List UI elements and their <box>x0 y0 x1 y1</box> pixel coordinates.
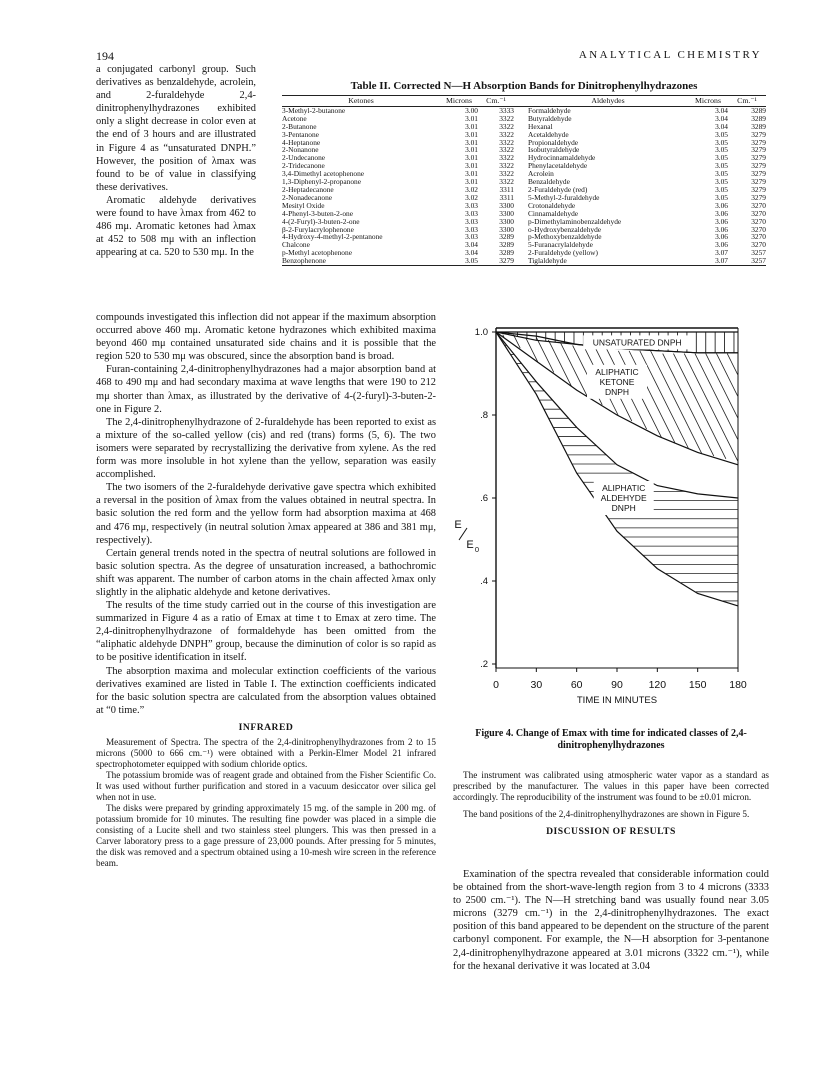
table-cell-aldehyde: Acrolein <box>528 169 554 179</box>
table-cell-cm: 3300 <box>499 224 514 234</box>
col-header-microns: Microns <box>440 96 478 107</box>
table-cell-ketone: 3,4-Dimethyl acetophenone <box>282 169 365 179</box>
table-cell-aldehyde: Hydrocinnamaldehyde <box>528 153 596 163</box>
table-cell-aldehyde: Isobutyraldehyde <box>528 145 580 155</box>
table-cell-microns: 3.05 <box>715 145 728 155</box>
table-cell-microns: 3.05 <box>715 184 728 194</box>
table-cell-aldehyde: o-Hydroxybenzaldehyde <box>528 224 602 234</box>
hatch-line <box>695 354 738 440</box>
table-cell-ketone: 4-Heptanone <box>282 137 321 147</box>
chart-svg <box>454 316 768 728</box>
x-tick-label: 150 <box>688 679 707 691</box>
table-cell-microns: 3.02 <box>465 184 478 194</box>
table-cell-ketone: Chalcone <box>282 240 310 250</box>
col-header-cm: Cm.⁻¹ <box>478 96 514 107</box>
y-tick-label: .8 <box>480 410 488 421</box>
paragraph: a conjugated carbonyl group. Such derivatives as benzaldehyde, acrolein, and 2-furaldehyde 2,4-dinitrophenylhydrazones exhibited only a slight decrease in color even at the end of 3 hours and are illustrated in Figure 4 as “unsaturated DNPH.” However, the position of λmax was found to be of value in classifying these derivatives. <box>96 64 256 193</box>
hatch-line <box>716 354 738 397</box>
col-header-aldehydes: Aldehydes <box>528 96 688 107</box>
table-cell-cm: 3279 <box>751 129 766 139</box>
table-cell-cm: 3322 <box>499 169 514 179</box>
table-cell-microns: 3.05 <box>715 169 728 179</box>
table-cell-microns: 3.04 <box>465 240 478 250</box>
table-cell-ketone: 2-Tridecanone <box>282 161 325 171</box>
col-header-microns: Microns <box>688 96 728 107</box>
table-cell-ketone: Acetone <box>282 113 307 123</box>
table-cell-cm: 3322 <box>499 113 514 123</box>
table-cell-cm: 3311 <box>499 184 514 194</box>
paragraph: Certain general trends noted in the spectra of neutral solutions are followed in basic solution spectra. As the degree of unsaturation increased, a bathochromic shift was apparent. The number of carbon atoms in the chain affected λmax only slightly in the aliphatic aldehyde and ketone derivatives. <box>96 547 436 598</box>
discussion-text <box>453 868 769 973</box>
table-cell-ketone: 3-Pentanone <box>282 129 319 139</box>
table-cell-microns: 3.05 <box>715 137 728 147</box>
table-cell-aldehyde: Propionaldehyde <box>528 137 579 147</box>
x-axis-label: TIME IN MINUTES <box>576 695 658 706</box>
table-cell-aldehyde: Crotonaldehyde <box>528 200 576 210</box>
table-cell-microns: 3.06 <box>715 200 728 210</box>
right-column-bottom <box>453 770 769 840</box>
table-cell-aldehyde: Butyraldehyde <box>528 113 572 123</box>
table-cell-microns: 3.01 <box>465 177 478 187</box>
table-cell-ketone: 2-Nonadecanone <box>282 192 333 202</box>
table-cell-ketone: β-2-Furylacrylophenone <box>282 224 354 234</box>
table-cell-cm: 3300 <box>499 216 514 226</box>
table-cell-microns: 3.05 <box>715 153 728 163</box>
table-cell-microns: 3.06 <box>715 224 728 234</box>
table-cell-aldehyde: p-Methoxybenzaldehyde <box>528 232 602 242</box>
table-cell-microns: 3.05 <box>715 161 728 171</box>
table-cell-aldehyde: Acetaldehyde <box>528 129 569 139</box>
series-label: DNPH <box>604 386 630 397</box>
x-tick-label: 30 <box>530 679 543 691</box>
table-cell-aldehyde: Hexanal <box>528 121 553 131</box>
section-heading-discussion: DISCUSSION OF RESULTS <box>546 826 676 837</box>
table-cell-ketone: 4-Hydroxy-4-methyl-2-pentanone <box>282 232 383 242</box>
table-cell-aldehyde: 2-Furaldehyde (yellow) <box>528 248 598 258</box>
hatch-line <box>684 354 738 462</box>
paragraph: The potassium bromide was of reagent grade and obtained from the Fisher Scientific Co. It was used without further purification and stored in a vacuum desiccator over silica gel when not in use. <box>96 770 436 802</box>
series-label: ALIPHATIC <box>595 366 639 377</box>
table-cell-microns: 3.06 <box>715 216 728 226</box>
paragraph: Measurement of Spectra. The spectra of the 2,4-dinitrophenylhydrazones from 2 to 15 microns (5000 to 666 cm.⁻¹) were obtained with a Perkin-Elmer Model 21 infrared spectrophotometer equipped with sodium chloride optics. <box>96 737 436 769</box>
paragraph: Examination of the spectra revealed that considerable information could be obtained from the short-wave-length region from 3 to 4 microns (3333 to 2500 cm.⁻¹). The N—H stretching band was usually found near 3.05 microns (3279 cm.⁻¹) in the 2,4-dinitrophenylhydrazones. The exact position of this band appeared to be dependent on the structure of the parent carbonyl component. For example, the N—H absorption for 3-pentanone 2,4-dinitrophenylhydrazone appeared at 3.01 microns (3322 cm.⁻¹), while for the hexanal derivative it was located at 3.04 <box>453 869 769 972</box>
table-cell-ketone: Mesityl Oxide <box>282 200 325 210</box>
table-cell-microns: 3.01 <box>465 129 478 139</box>
table-cell-ketone: 2-Undecanone <box>282 153 326 163</box>
table-cell-cm: 3270 <box>751 216 766 226</box>
table-cell-microns: 3.01 <box>465 153 478 163</box>
table-cell-cm: 3322 <box>499 145 514 155</box>
table-cell-microns: 3.03 <box>465 216 478 226</box>
paragraph: compounds investigated this inflection did not appear if the maximum absorption occurred above 460 mμ. Aromatic ketone hydrazones which exhibited maxima beyond 460 mμ contained unsaturated side chains and it is possible that the region 520 to 530 mμ was obscured, since the absorption band is broad. <box>96 312 436 363</box>
table-cell-ketone: 2-Butanone <box>282 121 317 131</box>
y-tick-label: 1.0 <box>474 327 488 338</box>
table-cell-microns: 3.00 <box>465 105 478 115</box>
table-cell-cm: 3257 <box>751 248 766 258</box>
paragraph: The results of the time study carried out in the course of this investigation are summarized in Figure 4 as a ratio of Emax at time t to Emax at zero time. The 2,4-dinitrophenylhydrazone of formaldehyde has been omitted from the “aliphatic aldehyde DNPH” group, because the diminution of color is so rapid as to be positive identification in itself. <box>96 600 436 664</box>
table-cell-cm: 3279 <box>499 256 514 266</box>
table-cell-ketone: 2-Nonanone <box>282 145 319 155</box>
table-cell-cm: 3279 <box>751 153 766 163</box>
table-cell-cm: 3289 <box>499 240 514 250</box>
series-label: UNSATURATED DNPH <box>592 337 682 348</box>
table-cell-microns: 3.06 <box>715 240 728 250</box>
table-cell-microns: 3.01 <box>465 121 478 131</box>
table-cell-cm: 3311 <box>499 192 514 202</box>
page-number: 194 <box>96 49 114 63</box>
table-cell-microns: 3.06 <box>715 232 728 242</box>
table-cell-aldehyde: Formaldehyde <box>528 105 571 115</box>
series-label: ALIPHATIC <box>602 483 646 493</box>
table-cell-microns: 3.07 <box>715 256 728 266</box>
y-tick-label: .2 <box>480 659 488 670</box>
table-ii <box>282 80 766 266</box>
col-header-ketones: Ketones <box>282 96 440 107</box>
table-cell-microns: 3.05 <box>715 192 728 202</box>
table-cell-microns: 3.05 <box>465 256 478 266</box>
section-heading-infrared: INFRARED <box>238 721 294 733</box>
col-header-cm: Cm.⁻¹ <box>728 96 766 107</box>
table-cell-aldehyde: 5-Furanacrylaldehyde <box>528 240 593 250</box>
table-cell-aldehyde: Tiglaldehyde <box>528 256 567 266</box>
table-cell-ketone: 2-Heptadecanone <box>282 184 334 194</box>
table-cell-cm: 3270 <box>751 224 766 234</box>
table-cell-microns: 3.03 <box>465 200 478 210</box>
paragraph: The absorption maxima and molecular extinction coefficients of the various derivatives examined are listed in Table I. The extinction coefficients indicated for the basic solution spectra are calculated from the absorption values obtained at “0 time.” <box>96 665 436 716</box>
table-cell-cm: 3270 <box>751 232 766 242</box>
table-cell-microns: 3.05 <box>715 129 728 139</box>
table-cell-cm: 3322 <box>499 137 514 147</box>
table-cell-cm: 3279 <box>751 192 766 202</box>
table-cell-ketone: p-Methyl acetophenone <box>282 248 352 258</box>
x-tick-label: 180 <box>729 679 747 691</box>
table-cell-cm: 3279 <box>751 145 766 155</box>
table-cell-cm: 3322 <box>499 177 514 187</box>
hatch-line <box>640 351 688 448</box>
table-cell-cm: 3333 <box>499 105 514 115</box>
figure-4 <box>454 316 768 728</box>
table-cell-cm: 3270 <box>751 200 766 210</box>
table-cell-cm: 3322 <box>499 121 514 131</box>
table-cell-cm: 3270 <box>751 208 766 218</box>
table-cell-cm: 3289 <box>499 232 514 242</box>
table-cell-cm: 3300 <box>499 208 514 218</box>
table-cell-cm: 3322 <box>499 161 514 171</box>
series-label: DNPH <box>611 503 636 513</box>
x-tick-label: 90 <box>611 679 623 691</box>
table-cell-aldehyde: 2-Furaldehyde (red) <box>528 184 588 194</box>
table-cell-microns: 3.04 <box>715 105 728 115</box>
paragraph: The disks were prepared by grinding approximately 15 mg. of the sample in 200 mg. of potassium bromide for 10 minutes. The resulting fine powder was placed in a simple die consisting of a Lucite shell and two stainless steel plungers. This was then pressed in a Carver laboratory press to a gage pressure of 23,000 pounds. After pressing for 5 minutes, the disk was removed and a spectrum obtained using a 10-mesh wire screen in the reference beam. <box>96 803 436 868</box>
table-cell-cm: 3289 <box>751 105 766 115</box>
table-cell-aldehyde: Benzaldehyde <box>528 177 570 187</box>
table-cell-microns: 3.03 <box>465 224 478 234</box>
y-axis-label: E <box>454 519 462 531</box>
table-cell-cm: 3322 <box>499 129 514 139</box>
table-caption: Table II. Corrected N—H Absorption Bands for Dinitrophenylhydrazones <box>350 80 698 92</box>
hatch-line <box>673 354 725 459</box>
x-tick-label: 0 <box>493 679 499 691</box>
table-cell-microns: 3.01 <box>465 145 478 155</box>
table-cell-microns: 3.02 <box>465 192 478 202</box>
table-cell-cm: 3279 <box>751 137 766 147</box>
series-label: ALDEHYDE <box>600 493 647 503</box>
paragraph: The two isomers of the 2-furaldehyde derivative gave spectra which exhibited a reversal in the position of λmax from the values obtained in neutral spectra. In basic solution the red form and the yellow form had absorption maxima at 468 and 476 mμ, respectively (in neutral solution λmax appeared at 386 and 381 mμ, respectively). <box>96 482 436 546</box>
table-cell-cm: 3279 <box>751 161 766 171</box>
table-cell-ketone: 1,3-Diphenyl-2-propanone <box>282 177 362 187</box>
paragraph: The band positions of the 2,4-dinitrophenylhydrazones are shown in Figure 5. <box>463 809 750 819</box>
table-cell-cm: 3279 <box>751 177 766 187</box>
table-cell-microns: 3.06 <box>715 208 728 218</box>
table-cell-microns: 3.01 <box>465 137 478 147</box>
table-cell-microns: 3.01 <box>465 113 478 123</box>
paragraph: The 2,4-dinitrophenylhydrazone of 2-furaldehyde has been reported to exist as a mixture of the so-called yellow (cis) and red (trans) forms (5, 6). The two isomers were separated by recrystallizing the derivative from xylene. As the red form was more insoluble in hot xylene than the yellow, separation was easily accomplished. <box>96 416 436 481</box>
table-cell-ketone: 3-Methyl-2-butanone <box>282 105 346 115</box>
table-cell-cm: 3270 <box>751 240 766 250</box>
table-cell-ketone: 4-(2-Furyl)-3-buten-2-one <box>282 216 360 226</box>
table-cell-cm: 3279 <box>751 169 766 179</box>
table-cell-microns: 3.07 <box>715 248 728 258</box>
table-cell-cm: 3257 <box>751 256 766 266</box>
paragraph: Furan-containing 2,4-dinitrophenylhydrazones had a major absorption band at 468 to 490 mμ and had secondary maxima at wave lengths that were 190 to 212 mμ shorter than λmax, as illustrated by the derivative of 4-(2-furyl)-3-buten-2-one in Figure 2. <box>96 364 436 415</box>
table-cell-microns: 3.01 <box>465 161 478 171</box>
y-axis-label: 0 <box>474 545 480 554</box>
left-column-main <box>96 311 436 869</box>
table-cell-microns: 3.04 <box>715 121 728 131</box>
table-cell-ketone: Benzophenone <box>282 256 326 266</box>
table-cell-cm: 3322 <box>499 153 514 163</box>
hatch-line <box>727 354 738 376</box>
series-label: KETONE <box>599 376 635 387</box>
y-axis-label: E <box>466 539 474 551</box>
y-tick-label: .4 <box>480 576 488 587</box>
table-cell-aldehyde: 5-Methyl-2-furaldehyde <box>528 192 600 202</box>
table-cell-microns: 3.04 <box>715 113 728 123</box>
table-cell-aldehyde: Phenylacetaldehyde <box>528 161 588 171</box>
table-body <box>282 96 766 265</box>
table-cell-microns: 3.03 <box>465 208 478 218</box>
hatch-line <box>548 340 571 386</box>
x-tick-label: 120 <box>648 679 667 691</box>
table-cell-cm: 3279 <box>751 184 766 194</box>
hatch-line <box>706 354 738 419</box>
x-tick-label: 60 <box>570 679 583 691</box>
table-cell-cm: 3289 <box>499 248 514 258</box>
paragraph: Aromatic aldehyde derivatives were found to have λmax from 462 to 486 mμ. Aromatic ketones had λmax at 452 to 508 mμ with an inflection appearing at ca. 520 to 530 mμ. In the <box>96 194 256 259</box>
table-cell-aldehyde: p-Dimethylaminobenzaldehyde <box>528 216 622 226</box>
figure-caption: Figure 4. Change of Emax with time for indicated classes of 2,4-dinitrophenylhydrazones <box>475 728 747 751</box>
table-cell-ketone: 4-Phenyl-3-buten-2-one <box>282 208 354 218</box>
table-cell-microns: 3.04 <box>465 248 478 258</box>
table-cell-microns: 3.01 <box>465 169 478 179</box>
hatch-line <box>651 351 702 454</box>
table-cell-microns: 3.03 <box>465 232 478 242</box>
table-cell-cm: 3289 <box>751 121 766 131</box>
journal-title: ANALYTICAL CHEMISTRY <box>578 49 762 61</box>
table-cell-cm: 3300 <box>499 200 514 210</box>
left-column-top <box>96 63 256 259</box>
table-cell-cm: 3289 <box>751 113 766 123</box>
y-tick-label: .6 <box>480 493 488 504</box>
table-cell-aldehyde: Cinnamaldehyde <box>528 208 579 218</box>
table-cell-microns: 3.05 <box>715 177 728 187</box>
paragraph: The instrument was calibrated using atmospheric water vapor as a standard as prescribed by the manufacturer. The values in this paper have been corrected accordingly. The reproducibility of the instrument was found to be ±0.01 micron. <box>453 770 769 802</box>
